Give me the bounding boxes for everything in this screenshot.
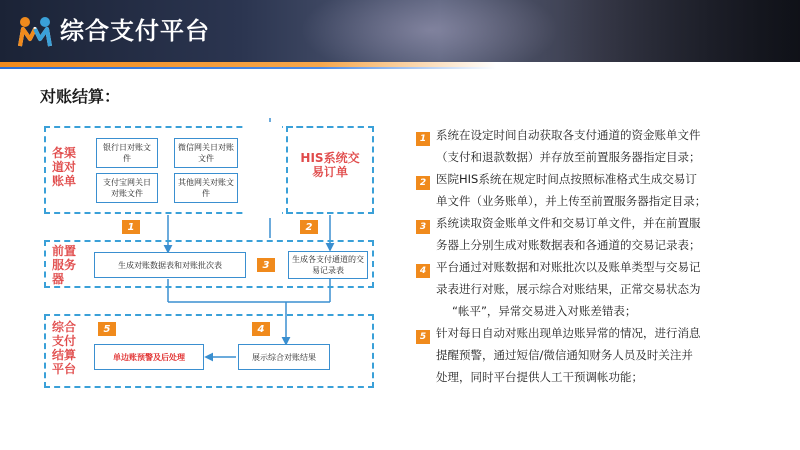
box-exception-alert: 单边账预警及后处理 <box>94 344 204 370</box>
step-badge-3: 3 <box>257 258 275 272</box>
step-text: （支付和退款数据）并存放至前置服务器指定目录； <box>436 150 701 164</box>
step-list <box>416 124 772 388</box>
box-alipay-statement: 支付宝网关日对账文件 <box>96 173 158 203</box>
step-item-1 <box>416 124 772 168</box>
app-title: 综合支付平台 <box>60 17 210 45</box>
step-text: 平台通过对账数据和对账批次以及账单类型与交易记 <box>436 260 701 274</box>
step-badge-4: 4 <box>252 322 270 336</box>
step-badge-1: 1 <box>122 220 140 234</box>
logo-icon <box>18 14 52 48</box>
box-show-result: 展示综合对账结果 <box>238 344 330 370</box>
box-bank-statement: 银行日对账文件 <box>96 138 158 168</box>
step-item-4 <box>416 256 772 322</box>
step-num-5: 5 <box>416 330 430 344</box>
banner-glow <box>300 0 560 62</box>
header-stripe-blue <box>0 67 800 69</box>
step-text: 处理，同时平台提供人工干预调帐功能； <box>436 370 643 384</box>
step-item-5 <box>416 322 772 388</box>
group-gap <box>244 122 282 218</box>
step-text: 系统读取资金账单文件和交易订单文件，并在前置服 <box>436 216 701 230</box>
section-title: 对账结算： <box>40 87 121 106</box>
banner-shade <box>560 0 800 62</box>
group-label-platform: 综合支付结算平台 <box>52 320 77 376</box>
box-wechat-statement: 微信网关日对账文件 <box>174 138 238 168</box>
box-gen-batch-table: 生成对账数据表和对账批次表 <box>94 252 246 278</box>
step-num-2: 2 <box>416 176 430 190</box>
step-item-3 <box>416 212 772 256</box>
step-text: 务器上分别生成对账数据表和各通道的交易记录表； <box>436 238 701 252</box>
group-label-his: HIS系统交易订单 <box>300 151 360 179</box>
step-text: 医院HIS系统在规定时间点按照标准格式生成交易订 <box>436 172 697 186</box>
step-text: 针对每日自动对账出现单边账异常的情况，进行消息 <box>436 326 701 340</box>
step-text: 系统在设定时间自动获取各支付通道的资金账单文件 <box>436 128 701 142</box>
step-text: “帐平”，异常交易进入对账差错表； <box>452 304 637 318</box>
step-badge-2: 2 <box>300 220 318 234</box>
step-num-1: 1 <box>416 132 430 146</box>
group-label-frontend: 前置服务器 <box>52 244 77 286</box>
step-item-2 <box>416 168 772 212</box>
step-num-3: 3 <box>416 220 430 234</box>
box-gen-record-table: 生成各支付通道的交易记录表 <box>288 251 368 279</box>
step-badge-5: 5 <box>98 322 116 336</box>
box-other-statement: 其他网关对账文件 <box>174 173 238 203</box>
group-label-channels: 各渠道对账单 <box>52 146 77 188</box>
step-text: 提醒预警，通过短信/微信通知财务人员及时关注并 <box>436 348 693 362</box>
step-text: 单文件（业务账单），并上传至前置服务器指定目录； <box>436 194 707 208</box>
step-num-4: 4 <box>416 264 430 278</box>
step-text: 录表进行对账，展示综合对账结果，正常交易状态为 <box>436 282 701 296</box>
